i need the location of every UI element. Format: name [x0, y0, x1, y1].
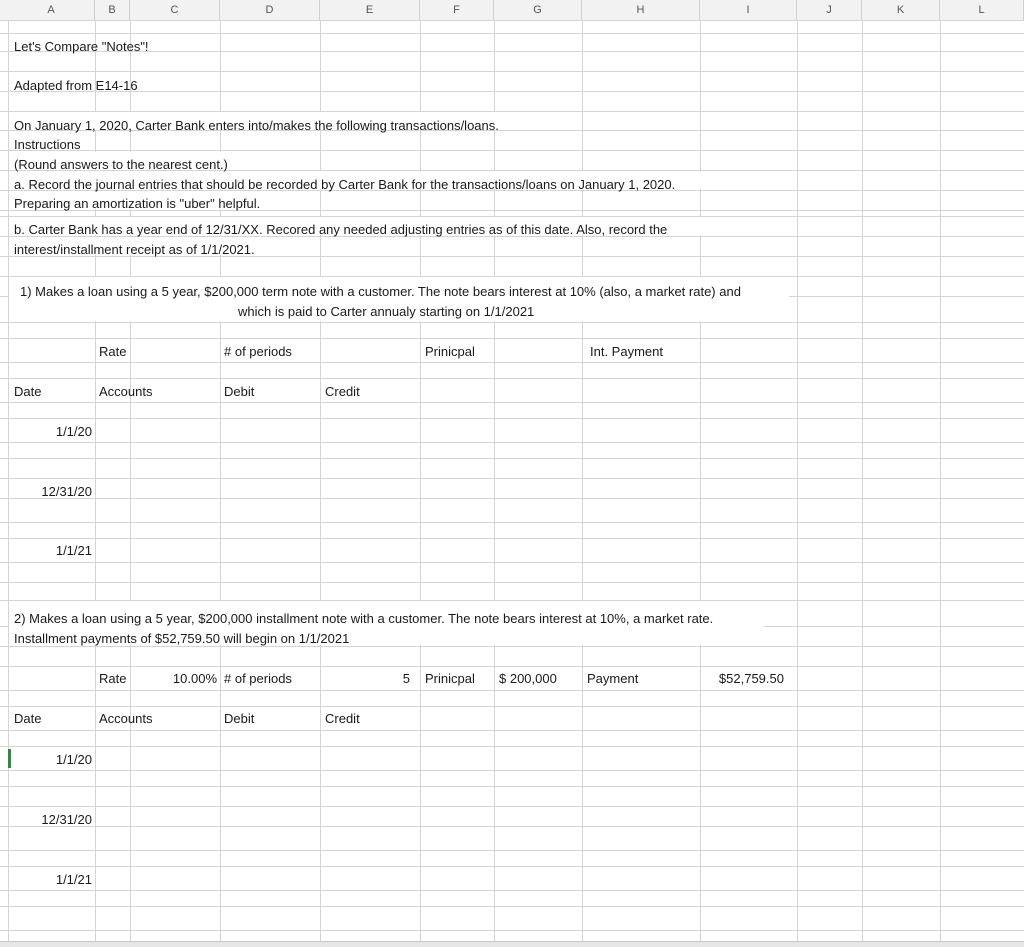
column-header-b[interactable]: B	[95, 0, 130, 20]
row-gridline	[0, 730, 1024, 731]
column-header-h[interactable]: H	[582, 0, 700, 20]
row-gridline	[0, 582, 1024, 583]
cell-p2-rate-value[interactable]: 10.00%	[172, 671, 217, 686]
cell-p1-accounts-header[interactable]: Accounts	[99, 384, 153, 399]
row-gridline	[0, 71, 1024, 72]
cell-b-line2[interactable]: interest/installment receipt as of 1/1/2021.	[14, 242, 255, 257]
cell-p2-date-2[interactable]: 12/31/20	[41, 812, 92, 827]
row-gridline	[0, 562, 1024, 563]
cell-p2-periods-label[interactable]: # of periods	[224, 671, 292, 686]
row-gridline	[0, 378, 1024, 379]
column-header-e[interactable]: E	[320, 0, 420, 20]
horizontal-scrollbar[interactable]	[0, 941, 1024, 947]
cell-p1-debit-header[interactable]: Debit	[224, 384, 255, 399]
row-gridline	[0, 478, 1024, 479]
row-gridline	[0, 746, 1024, 747]
row-gridline	[0, 538, 1024, 539]
cell-p1-periods-label[interactable]: # of periods	[224, 344, 292, 359]
cell-p2-principal-value[interactable]: $ 200,000	[499, 671, 557, 686]
row-gridline	[0, 690, 1024, 691]
cell-p2-principal-label[interactable]: Prinicpal	[425, 671, 475, 686]
column-gridline	[700, 20, 701, 941]
column-header-f[interactable]: F	[420, 0, 494, 20]
column-header-row	[0, 0, 1024, 21]
row-gridline	[0, 91, 1024, 92]
column-header-k[interactable]: K	[862, 0, 940, 20]
row-gridline	[0, 890, 1024, 891]
cell-problem1-line2[interactable]: which is paid to Carter annualy starting on 1/1/2021	[238, 304, 535, 319]
cell-p2-payment-label[interactable]: Payment	[587, 671, 639, 686]
cell-p1-date-1[interactable]: 1/1/20	[55, 424, 92, 439]
cell-a-line1[interactable]: a. Record the journal entries that should be recorded by Carter Bank for the transactions/loans on January 1, 2020.	[14, 177, 676, 192]
row-gridline	[0, 322, 1024, 323]
row-gridline	[0, 442, 1024, 443]
row-gridline	[0, 362, 1024, 363]
column-gridline	[420, 20, 421, 941]
row-gridline	[0, 150, 1024, 151]
row-gridline	[0, 866, 1024, 867]
cell-title[interactable]: Let's Compare "Notes"!	[14, 39, 149, 54]
cell-p1-intpayment-label[interactable]: Int. Payment	[590, 344, 663, 359]
selected-cell-indicator	[8, 749, 11, 768]
column-header-l[interactable]: L	[940, 0, 1024, 20]
row-gridline	[0, 51, 1024, 52]
cell-a-line2[interactable]: Preparing an amortization is "uber" helpful.	[14, 196, 261, 211]
row-gridline	[0, 666, 1024, 667]
cell-problem2-line1[interactable]: 2) Makes a loan using a 5 year, $200,000 installment note with a customer. The note bears interest at 10%, a market rate.	[14, 611, 714, 626]
row-gridline	[0, 20, 1024, 21]
row-gridline	[0, 33, 1024, 34]
column-header-c[interactable]: C	[130, 0, 220, 20]
row-gridline	[0, 646, 1024, 647]
cell-intro[interactable]: On January 1, 2020, Carter Bank enters into/makes the following transactions/loans.	[14, 118, 499, 133]
column-gridline	[494, 20, 495, 941]
column-header-d[interactable]: D	[220, 0, 320, 20]
row-gridline	[0, 706, 1024, 707]
cell-b-line1[interactable]: b. Carter Bank has a year end of 12/31/XX. Recored any needed adjusting entries as of this date. Also, record the	[14, 222, 668, 237]
cell-p2-periods-value[interactable]: 5	[402, 671, 410, 686]
cell-p2-accounts-header[interactable]: Accounts	[99, 711, 153, 726]
row-gridline	[0, 458, 1024, 459]
cell-p2-payment-value[interactable]: $52,759.50	[718, 671, 784, 686]
column-header-j[interactable]: J	[797, 0, 862, 20]
column-gridline	[320, 20, 321, 941]
row-gridline	[0, 826, 1024, 827]
row-gridline	[0, 850, 1024, 851]
row-gridline	[0, 786, 1024, 787]
cell-adapted[interactable]: Adapted from E14-16	[14, 78, 138, 93]
cell-problem1-line1[interactable]: 1) Makes a loan using a 5 year, $200,000 term note with a customer. The note bears interest at 10% (also, a market rate) and	[20, 284, 741, 299]
row-gridline	[0, 402, 1024, 403]
cell-p2-credit-header[interactable]: Credit	[325, 711, 360, 726]
cell-p2-date-1[interactable]: 1/1/20	[55, 752, 92, 767]
cell-p1-rate-label[interactable]: Rate	[99, 344, 127, 359]
row-gridline	[0, 930, 1024, 931]
row-gridline	[0, 806, 1024, 807]
row-gridline	[0, 338, 1024, 339]
cell-p2-debit-header[interactable]: Debit	[224, 711, 255, 726]
cell-p1-credit-header[interactable]: Credit	[325, 384, 360, 399]
cell-p1-date-header[interactable]: Date	[14, 384, 42, 399]
column-header-i[interactable]: I	[700, 0, 797, 20]
cell-p1-date-2[interactable]: 12/31/20	[41, 484, 92, 499]
column-header-g[interactable]: G	[494, 0, 582, 20]
row-gridline	[0, 418, 1024, 419]
row-gridline	[0, 770, 1024, 771]
cell-instructions[interactable]: Instructions	[14, 137, 81, 152]
column-gridline	[797, 20, 798, 941]
cell-p2-rate-label[interactable]: Rate	[99, 671, 127, 686]
cell-round[interactable]: (Round answers to the nearest cent.)	[14, 157, 228, 172]
column-header-a[interactable]: A	[8, 0, 95, 20]
row-gridline	[0, 906, 1024, 907]
column-gridline	[862, 20, 863, 941]
cell-p2-date-3[interactable]: 1/1/21	[55, 872, 92, 887]
cell-p1-date-3[interactable]: 1/1/21	[55, 543, 92, 558]
column-gridline	[582, 20, 583, 941]
row-gridline	[0, 498, 1024, 499]
column-gridline	[940, 20, 941, 941]
cell-p1-principal-label[interactable]: Prinicpal	[425, 344, 475, 359]
row-gridline	[0, 522, 1024, 523]
cell-p2-date-header[interactable]: Date	[14, 711, 42, 726]
cell-problem2-line2[interactable]: Installment payments of $52,759.50 will begin on 1/1/2021	[14, 631, 350, 646]
